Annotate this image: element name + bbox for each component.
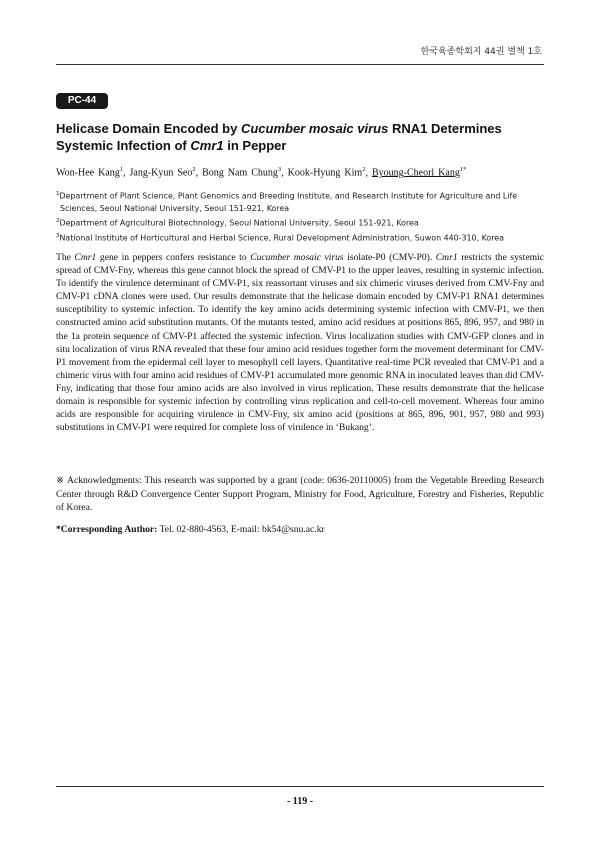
acknowledgment: ※ Acknowledgments: This research was supported by a grant (code: 0636-20110005) from the Vegetable Breeding Research Center through R&D Convergence Center Support Program, Ministry for Food, Agriculture, Forestry and Fisheries, Republic of Korea. bbox=[56, 475, 544, 513]
corresponding-author bbox=[56, 523, 544, 536]
corresponding-contact: Tel. 02-880-4563, E-mail: bk54@snu.ac.kr bbox=[157, 524, 325, 535]
affiliation-sup: 3 bbox=[56, 232, 60, 239]
author-affil-sup: 2 bbox=[192, 166, 196, 173]
abstract-text: The bbox=[56, 252, 75, 263]
title-part: RNA1 Determines Systemic Infection of bbox=[56, 121, 502, 153]
title-italic-virus: Cucumber mosaic virus bbox=[240, 121, 389, 136]
author-name: Bong Nam Chung bbox=[202, 167, 278, 179]
corresponding-label: *Corresponding Author: bbox=[56, 524, 158, 535]
header-rule bbox=[56, 64, 544, 65]
author-name: Kook-Hyung Kim bbox=[287, 167, 363, 179]
abstract-text: restricts the systemic spread of CMV-Fny, whereas this gene cannot block the spread of CMV-P1 to the upper leaves, resulting in systemic infection. To identify the virulence determinant of CMV-P1, six reassortant viruses and six chimeric viruses derived from CMV-Fny and CMV-P1 cDNA clones were used. Our results demonstrate that the helicase domain encoded by CMV-P1 RNA1 determines susceptibility to systemic infection. To identify the key amino acids determining systemic infection with CMV-P1, we then constructed amino acid substitution mutants. Of the mutants tested, amino acid residues at positions 865, 896, 957, and 980 in the 1a protein sequence of CMV-P1 affected the systemic infection. Virus localization studies with CMV-GFP clones and in situ localization of virus RNA revealed that these four amino acid residues together form the movement determinant for CMV-P1 movement from the epidermal cell layer to mesophyll cell layers. Quantitative real-time PCR revealed that CMV-P1 and a chimeric virus with four amino acid residues of CMV-P1 accumulated more genomic RNA in inoculated leaves than did CMV-Fny, indicating that those four amino acids are also involved in virus replication. These results demonstrate that the helicase domain is responsible for systemic infection by controlling virus replication and cell-to-cell movement. Whereas four amino acids are responsible for acquiring virulence in CMV-Fny, six amino acid (positions at 865, 896, 901, 957, 980 and 993) substitutions in CMV-P1 were required for complete loss of virulence in ‘Bukang’. bbox=[56, 252, 544, 434]
corresponding-author-name: Byoung-Cheorl Kang bbox=[371, 167, 460, 179]
abstract-italic: Cucumber mosaic virus bbox=[250, 252, 344, 263]
affiliation-sup: 2 bbox=[56, 218, 60, 225]
affiliations bbox=[56, 188, 550, 245]
session-badge: PC-44 bbox=[56, 93, 108, 109]
affiliation-text: Department of Agricultural Biotechnology, Seoul National University, Seoul 151-921, Korea bbox=[59, 218, 419, 228]
abstract-text: isolate-P0 (CMV-P0). bbox=[343, 252, 436, 263]
author-affil-sup: 3 bbox=[277, 166, 282, 173]
page-number: - 119 - bbox=[286, 796, 314, 807]
paper-title bbox=[56, 120, 556, 154]
affiliation-item bbox=[56, 215, 550, 230]
affiliation-text: National Institute of Horticultural and Herbal Science, Rural Development Administration, Suwon 440-310, Korea bbox=[59, 233, 504, 243]
title-part: in Pepper bbox=[223, 138, 287, 153]
author-name: Jang-Kyun Seo bbox=[129, 167, 193, 179]
author-list: Won-Hee Kang$^1$, Jang-Kyun Seo$^2$, Bong Nam Chung$^3$, Kook-Hyung Kim$^2$, Byoung-Cheorl Kang$^{1*}$ bbox=[56, 166, 467, 179]
abstract-italic: Cmr1 bbox=[74, 252, 97, 263]
abstract-text: gene in peppers confers resistance to bbox=[96, 252, 251, 263]
abstract-body bbox=[56, 251, 544, 434]
author-name: Won-Hee Kang bbox=[56, 167, 120, 179]
running-head: 한국육종학회지 44권 별책 1호 bbox=[420, 47, 542, 57]
affiliation-sup: 1 bbox=[56, 191, 60, 197]
title-part: Helicase Domain Encoded by bbox=[56, 121, 241, 136]
title-italic-gene: Cmr1 bbox=[190, 138, 224, 153]
affiliation-text: Department of Plant Science, Plant Genomics and Breeding Institute, and Research Institute for Agriculture and Life bbox=[59, 191, 518, 201]
author-affil-sup: 2 bbox=[362, 166, 366, 173]
footer-rule bbox=[56, 786, 544, 787]
affiliation-item bbox=[56, 230, 550, 245]
affiliation-item bbox=[56, 188, 550, 203]
author-affil-sup: 1* bbox=[459, 166, 467, 173]
abstract-italic: Cmr1 bbox=[435, 252, 458, 263]
author-affil-sup: 1 bbox=[119, 166, 123, 173]
affiliation-continuation: Sciences, Seoul National University, Seoul 151-921, Korea bbox=[60, 203, 290, 213]
